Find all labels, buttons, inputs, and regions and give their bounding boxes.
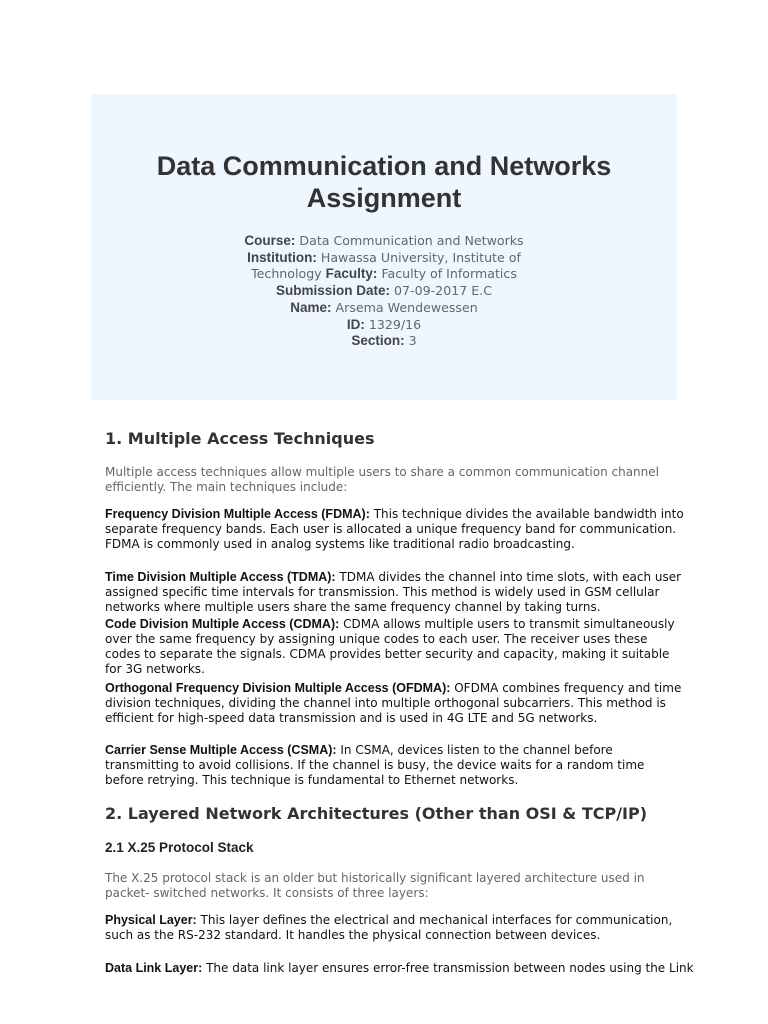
- document-title: [91, 150, 677, 214]
- id-label: ID:: [346, 316, 365, 332]
- item-text: This technique divides the available bandwidth into separate frequency bands. Each user is allocated a unique frequency band for communication. FDMA is commonly used in analog systems like traditional radio broadcasting.: [105, 507, 684, 551]
- item-text: TDMA divides the channel into time slots, with each user assigned specific time intervals for transmission. This method is widely used in GSM cellular networks where multiple users share the same frequency channel by taking turns.: [105, 570, 682, 614]
- list-item: [105, 570, 685, 615]
- item-term: Frequency Division Multiple Access (FDMA):: [105, 507, 370, 521]
- list-item: [105, 681, 685, 726]
- faculty-value: Faculty of Informatics: [381, 266, 517, 282]
- list-item: [105, 913, 685, 943]
- list-item: [105, 743, 685, 788]
- institution-value: Hawassa University, Institute of Technology: [251, 249, 521, 282]
- submission-date-label: Submission Date:: [276, 283, 391, 299]
- section-intro: Multiple access techniques allow multiple users to share a common communication channel efficiently. The main techniques include:: [105, 465, 659, 494]
- assignment-metadata: [231, 233, 537, 350]
- course-value: Data Communication and Networks: [299, 233, 524, 248]
- item-text: This layer defines the electrical and mechanical interfaces for communication, such as the RS-232 standard. It handles the physical connection between devices.: [105, 913, 673, 942]
- subsection-heading: 2.1 X.25 Protocol Stack: [105, 840, 254, 855]
- submission-date-value: 07-09-2017 E.C: [394, 283, 492, 299]
- item-text: The data link layer ensures error-free transmission between nodes using the Link: [206, 961, 694, 975]
- item-term: Physical Layer:: [105, 913, 197, 927]
- item-term: Code Division Multiple Access (CDMA):: [105, 617, 340, 631]
- title-block: [91, 94, 677, 400]
- section-heading: 2. Layered Network Architectures (Other than OSI & TCP/IP): [105, 804, 648, 823]
- id-value: 1329/16: [368, 316, 422, 332]
- item-term: Carrier Sense Multiple Access (CSMA):: [105, 743, 337, 757]
- faculty-label: Faculty:: [325, 266, 378, 282]
- section-value: 3: [408, 333, 417, 349]
- item-text: OFDMA combines frequency and time division techniques, dividing the channel into multiple orthogonal subcarriers. This method is efficient for high-speed data transmission and is used in 4G LTE and 5G networks.: [105, 681, 682, 725]
- section-label: Section:: [351, 333, 405, 349]
- item-term: Data Link Layer:: [105, 961, 203, 975]
- institution-label: Institution:: [247, 249, 317, 265]
- name-value: Arsema Wendewessen: [335, 299, 478, 315]
- name-label: Name:: [290, 299, 332, 315]
- list-item: [105, 507, 685, 552]
- title-line-1: Data Communication and Networks: [156, 151, 612, 181]
- section-heading: 1. Multiple Access Techniques: [105, 429, 375, 448]
- item-text: CDMA allows multiple users to transmit simultaneously over the same frequency by assigning unique codes to each user. The receiver uses these codes to separate the signals. CDMA provides better security and capacity, making it suitable for 3G networks.: [105, 617, 675, 676]
- list-item: [105, 617, 685, 677]
- title-line-2: Assignment: [306, 183, 462, 213]
- item-text: In CSMA, devices listen to the channel before transmitting to avoid collisions. If the channel is busy, the device waits for a random time before retrying. This technique is fundamental to Ethernet networks.: [105, 743, 645, 787]
- course-label: Course:: [244, 233, 296, 248]
- item-term: Time Division Multiple Access (TDMA):: [105, 570, 336, 584]
- item-term: Orthogonal Frequency Division Multiple Access (OFDMA):: [105, 681, 451, 695]
- list-item: [105, 961, 705, 976]
- section-intro: The X.25 protocol stack is an older but historically significant layered architecture used in packet- switched networks. It consists of three layers:: [105, 871, 645, 900]
